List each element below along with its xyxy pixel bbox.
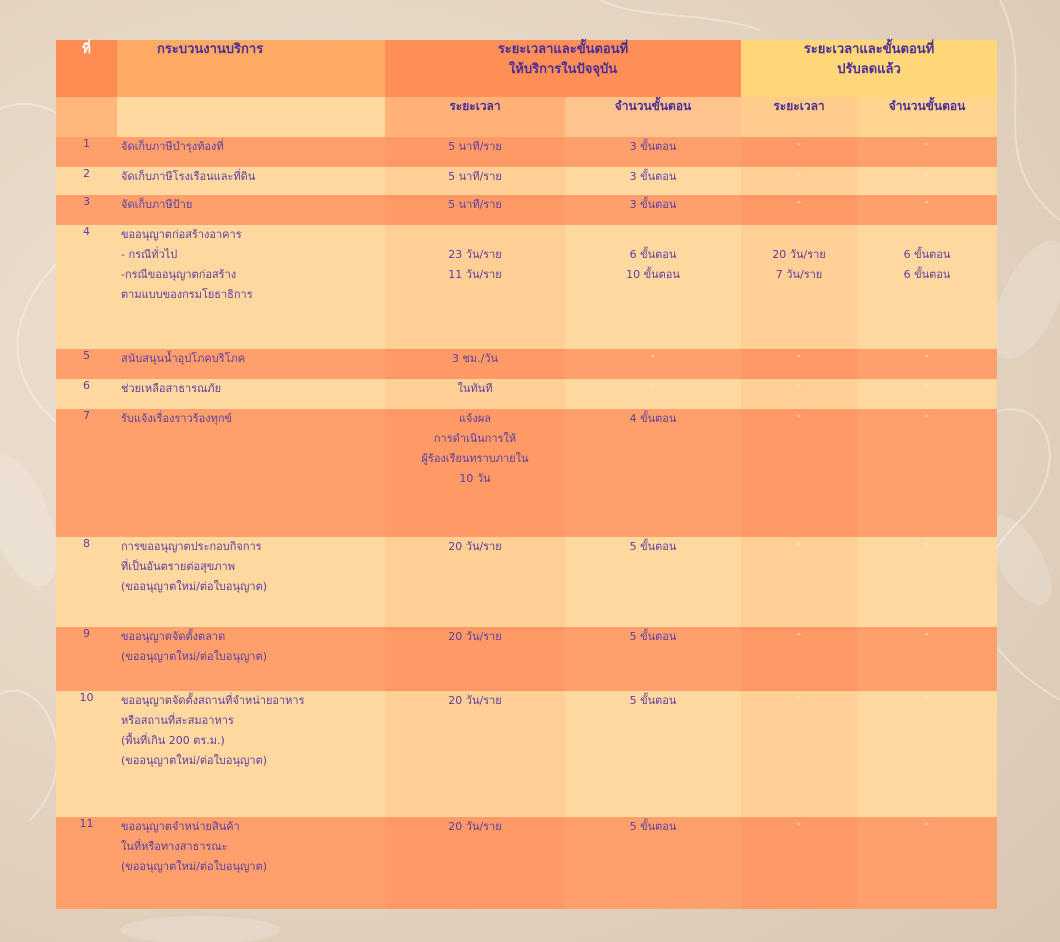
reduced-steps-cell-line: 6 ขั้นตอน <box>903 248 951 261</box>
table-row <box>56 349 997 379</box>
subheader-current-steps: จำนวนขั้นตอน <box>565 97 741 137</box>
reduced-time-cell <box>741 195 857 225</box>
table-row <box>56 691 997 817</box>
current-steps-cell <box>565 137 741 167</box>
reduced-steps-cell-line: - <box>925 137 930 150</box>
process-cell-line: ที่เป็นอันตรายต่อสุขภาพ <box>121 560 235 573</box>
process-cell-line: ขออนุญาตก่อสร้างอาคาร <box>121 228 242 241</box>
reduced-time-cell <box>741 537 857 627</box>
reduced-steps-cell <box>857 409 997 537</box>
current-steps-cell <box>565 627 741 691</box>
current-time-cell <box>385 691 565 817</box>
row-number: 5 <box>56 349 117 379</box>
current-steps-cell-line: 6 ขั้นตอน <box>629 248 677 261</box>
reduced-time-cell-line: - <box>797 349 801 362</box>
reduced-steps-cell <box>857 627 997 691</box>
subheader-blank <box>117 97 385 137</box>
current-time-cell-line: 23 วัน/ราย <box>448 248 502 261</box>
process-cell-line: จัดเก็บภาษีบำรุงท้องที่ <box>121 140 224 153</box>
reduced-time-cell-line: - <box>797 137 801 150</box>
process-cell-line: ขออนุญาตจำหน่ายสินค้า <box>121 820 240 833</box>
process-cell-line: ช่วยเหลือสาธารณภัย <box>121 382 222 395</box>
current-time-cell-line: ในทันที <box>457 382 493 395</box>
current-time-cell-line: 20 วัน/ราย <box>448 694 502 707</box>
process-cell-line: (พื้นที่เกิน 200 ตร.ม.) <box>121 734 225 747</box>
current-time-cell-line: 5 นาที/ราย <box>448 170 502 183</box>
reduced-time-cell <box>741 627 857 691</box>
reduced-steps-cell-line: - <box>925 195 930 208</box>
process-cell-line: (ขออนุญาตใหม่/ต่อใบอนุญาต) <box>121 860 268 873</box>
process-cell-line: สนับสนุนน้ำอุปโภคบริโภค <box>121 352 246 365</box>
reduced-steps-cell <box>857 137 997 167</box>
current-steps-cell <box>565 225 741 349</box>
reduced-steps-cell-line: 6 ขั้นตอน <box>903 268 951 281</box>
table-row <box>56 817 997 909</box>
current-time-cell <box>385 137 565 167</box>
current-time-cell <box>385 349 565 379</box>
current-steps-cell <box>565 409 741 537</box>
process-cell <box>117 627 385 691</box>
current-time-cell-line: 3 ชม./วัน <box>451 352 499 365</box>
reduced-steps-cell-line: - <box>925 817 930 830</box>
process-cell <box>117 349 385 379</box>
row-number: 8 <box>56 537 117 627</box>
current-time-cell <box>385 225 565 349</box>
current-steps-cell <box>565 817 741 909</box>
header-process: กระบวนงานบริการ <box>117 40 385 97</box>
current-time-cell-line: 20 วัน/ราย <box>448 820 502 833</box>
current-steps-cell <box>565 349 741 379</box>
current-time-cell <box>385 167 565 195</box>
reduced-steps-cell <box>857 195 997 225</box>
process-cell-line: จัดเก็บภาษีป้าย <box>121 198 193 211</box>
reduced-steps-cell-line: - <box>925 167 930 180</box>
table-row <box>56 137 997 167</box>
current-steps-cell-line: 5 ขั้นตอน <box>629 820 677 833</box>
table-row <box>56 627 997 691</box>
subheader-reduced-time: ระยะเวลา <box>741 97 857 137</box>
table-row <box>56 225 997 349</box>
current-time-cell <box>385 627 565 691</box>
current-steps-cell-line: 3 ขั้นตอน <box>629 198 677 211</box>
reduced-time-cell-line: - <box>797 409 801 422</box>
reduced-time-cell <box>741 379 857 409</box>
table-row <box>56 195 997 225</box>
current-time-cell-line: 10 วัน <box>459 472 491 485</box>
reduced-steps-cell <box>857 691 997 817</box>
reduced-time-cell-line <box>745 225 853 245</box>
reduced-steps-cell <box>857 349 997 379</box>
row-number: 1 <box>56 137 117 167</box>
process-cell <box>117 195 385 225</box>
table-row <box>56 409 997 537</box>
reduced-steps-cell-line <box>861 225 993 245</box>
table-row <box>56 167 997 195</box>
table-row <box>56 537 997 627</box>
current-steps-cell <box>565 379 741 409</box>
header-no: ที่ <box>56 40 117 97</box>
process-cell <box>117 225 385 349</box>
reduced-time-cell-line: - <box>797 691 801 704</box>
process-cell-line: จัดเก็บภาษีโรงเรือนและที่ดิน <box>121 170 256 183</box>
current-time-cell-line: 5 นาที/ราย <box>448 140 502 153</box>
row-number: 11 <box>56 817 117 909</box>
process-cell <box>117 379 385 409</box>
reduced-steps-cell <box>857 167 997 195</box>
current-time-cell <box>385 379 565 409</box>
reduced-time-cell <box>741 167 857 195</box>
current-steps-cell <box>565 537 741 627</box>
process-cell <box>117 691 385 817</box>
reduced-steps-cell-line: - <box>925 349 930 362</box>
process-cell-line: -กรณีขออนุญาตก่อสร้าง <box>121 268 237 281</box>
subheader-current-time: ระยะเวลา <box>385 97 565 137</box>
row-number: 9 <box>56 627 117 691</box>
reduced-time-cell-line: 20 วัน/ราย <box>772 248 826 261</box>
row-number: 10 <box>56 691 117 817</box>
reduced-time-cell-line: 7 วัน/ราย <box>775 268 823 281</box>
reduced-time-cell <box>741 691 857 817</box>
reduced-time-cell <box>741 409 857 537</box>
process-cell <box>117 817 385 909</box>
process-cell <box>117 409 385 537</box>
reduced-steps-cell-line: - <box>925 691 930 704</box>
process-cell-line: (ขออนุญาตใหม่/ต่อใบอนุญาต) <box>121 580 268 593</box>
row-number: 6 <box>56 379 117 409</box>
current-time-cell <box>385 195 565 225</box>
subheader-blank <box>56 97 117 137</box>
current-steps-cell <box>565 691 741 817</box>
reduced-steps-cell <box>857 225 997 349</box>
service-table <box>56 40 997 909</box>
reduced-time-cell-line: - <box>797 379 801 392</box>
current-steps-cell-line: 5 ขั้นตอน <box>629 540 677 553</box>
current-steps-cell-line: - <box>651 379 655 392</box>
current-time-cell-line: 20 วัน/ราย <box>448 630 502 643</box>
current-steps-cell-line <box>569 225 737 245</box>
current-time-cell-line: การดำเนินการให้ <box>433 432 517 445</box>
current-time-cell-line: 5 นาที/ราย <box>448 198 502 211</box>
reduced-time-cell <box>741 137 857 167</box>
row-number: 4 <box>56 225 117 349</box>
process-cell-line: (ขออนุญาตใหม่/ต่อใบอนุญาต) <box>121 650 268 663</box>
current-time-cell-line <box>389 225 561 245</box>
process-cell <box>117 167 385 195</box>
process-cell-line: (ขออนุญาตใหม่/ต่อใบอนุญาต) <box>121 754 268 767</box>
reduced-time-cell-line: - <box>797 817 801 830</box>
current-time-cell <box>385 817 565 909</box>
current-time-cell-line: แจ้งผล <box>458 412 492 425</box>
current-steps-cell-line: - <box>651 349 655 362</box>
current-time-cell <box>385 409 565 537</box>
reduced-time-cell-line: - <box>797 627 801 640</box>
reduced-time-cell-line: - <box>797 195 801 208</box>
reduced-steps-cell <box>857 379 997 409</box>
table-row <box>56 379 997 409</box>
reduced-steps-cell-line: - <box>925 379 930 392</box>
current-steps-cell <box>565 167 741 195</box>
process-cell-line: ขออนุญาตจัดตั้งสถานที่จำหน่ายอาหาร <box>121 694 305 707</box>
reduced-steps-cell-line: - <box>925 537 930 550</box>
reduced-steps-cell <box>857 817 997 909</box>
reduced-time-cell-line: - <box>797 537 801 550</box>
process-cell-line: รับแจ้งเรื่องราวร้องทุกข์ <box>121 412 233 425</box>
process-cell-line: ขออนุญาตจัดตั้งตลาด <box>121 630 226 643</box>
header-current: ระยะเวลาและขั้นตอนที่ ให้บริการในปัจจุบัน <box>385 40 741 97</box>
current-steps-cell-line: 3 ขั้นตอน <box>629 140 677 153</box>
current-time-cell-line: 11 วัน/ราย <box>448 268 502 281</box>
reduced-time-cell <box>741 349 857 379</box>
reduced-steps-cell-line: - <box>925 409 930 422</box>
header-reduced: ระยะเวลาและขั้นตอนที่ ปรับลดแล้ว <box>741 40 997 97</box>
reduced-steps-cell-line: - <box>925 627 930 640</box>
current-time-cell <box>385 537 565 627</box>
reduced-steps-cell <box>857 537 997 627</box>
current-steps-cell-line: 5 ขั้นตอน <box>629 694 677 707</box>
process-cell-line: การขออนุญาตประกอบกิจการ <box>121 540 262 553</box>
current-time-cell-line: 20 วัน/ราย <box>448 540 502 553</box>
table-body <box>56 137 997 909</box>
reduced-time-cell <box>741 817 857 909</box>
current-steps-cell-line: 4 ขั้นตอน <box>629 412 677 425</box>
process-cell <box>117 137 385 167</box>
current-steps-cell-line: 5 ขั้นตอน <box>629 630 677 643</box>
process-cell-line: ตามแบบของกรมโยธาธิการ <box>121 288 253 301</box>
current-steps-cell-line: 3 ขั้นตอน <box>629 170 677 183</box>
current-steps-cell-line: 10 ขั้นตอน <box>626 268 680 281</box>
subheader-reduced-steps: จำนวนขั้นตอน <box>857 97 997 137</box>
current-steps-cell <box>565 195 741 225</box>
reduced-time-cell-line: - <box>797 167 801 180</box>
process-cell-line: - กรณีทั่วไป <box>121 248 178 261</box>
process-cell-line: หรือสถานที่สะสมอาหาร <box>121 714 234 727</box>
reduced-time-cell <box>741 225 857 349</box>
current-time-cell-line: ผู้ร้องเรียนทราบภายใน <box>421 452 529 465</box>
row-number: 3 <box>56 195 117 225</box>
process-cell <box>117 537 385 627</box>
process-cell-line: ในที่หรือทางสาธารณะ <box>121 840 228 853</box>
row-number: 7 <box>56 409 117 537</box>
row-number: 2 <box>56 167 117 195</box>
